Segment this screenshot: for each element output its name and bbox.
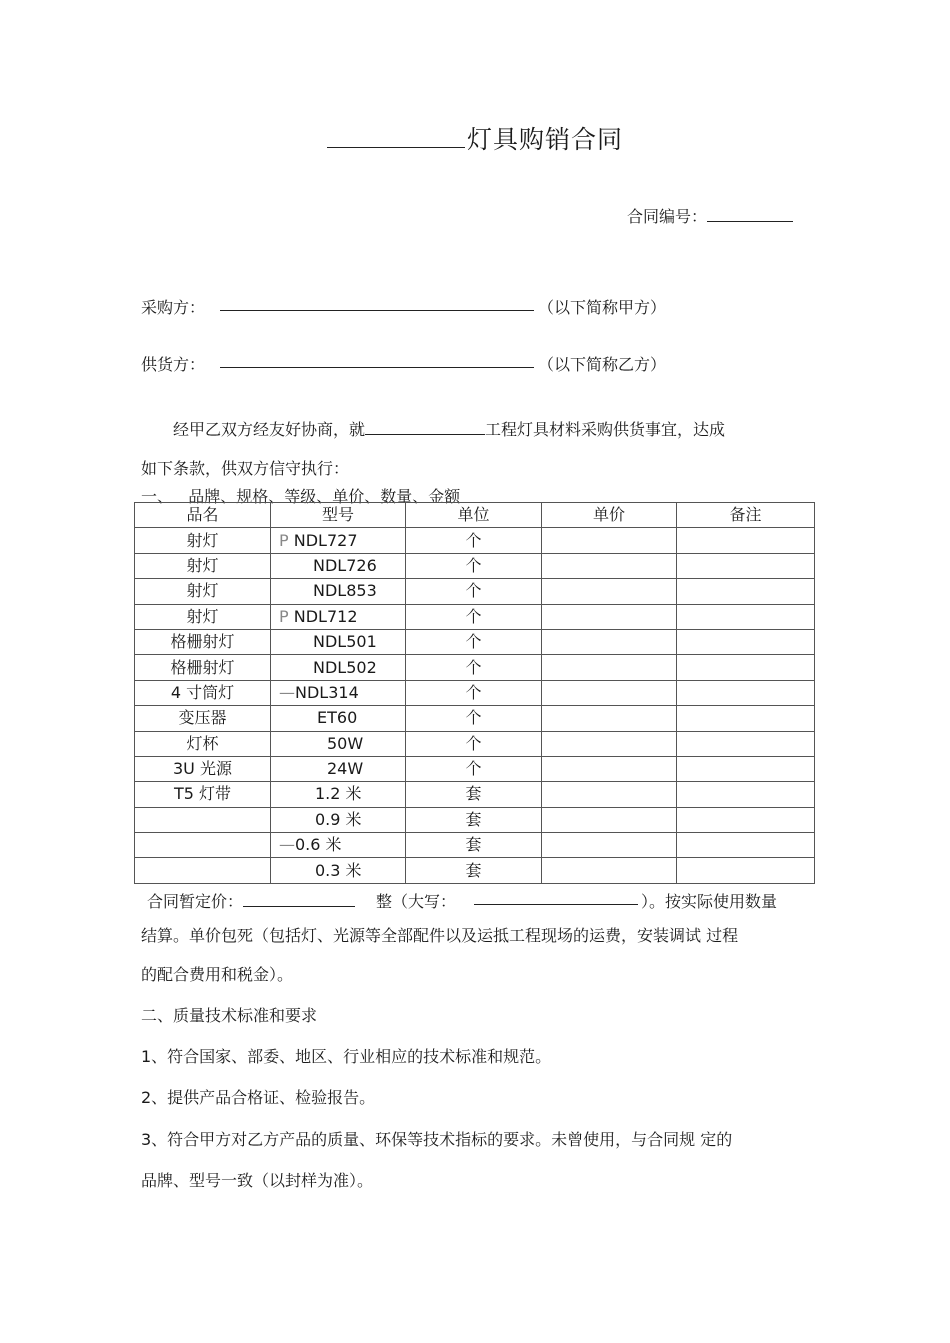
cell-model <box>271 807 406 832</box>
cell-name: 变压器 <box>135 706 271 731</box>
cell-model <box>271 782 406 807</box>
goods-table <box>134 502 815 884</box>
section2-heading: 二、质量技术标准和要求 <box>141 1006 318 1025</box>
cell-remark <box>677 706 815 731</box>
table-row <box>135 782 815 807</box>
cell-name: 射灯 <box>135 604 271 629</box>
cell-price <box>542 528 677 553</box>
table-header-row <box>135 503 815 528</box>
price-blank <box>243 892 355 907</box>
cell-unit: 个 <box>406 553 542 578</box>
cell-price <box>542 579 677 604</box>
model-text: NDL712 <box>293 606 358 626</box>
cell-name <box>135 833 271 858</box>
cell-remark <box>677 858 815 883</box>
cell-unit: 个 <box>406 579 542 604</box>
cell-price <box>542 604 677 629</box>
cell-model <box>271 858 406 883</box>
cell-remark <box>677 655 815 680</box>
cell-model <box>271 706 406 731</box>
table-row <box>135 756 815 781</box>
table-row <box>135 579 815 604</box>
price-line-2: 结算。单价包死（包括灯、光源等全部配件以及运抵工程现场的运费，安装调试 过程 <box>141 926 739 945</box>
cell-model <box>271 604 406 629</box>
cell-name <box>135 807 271 832</box>
section2-item3-line2: 品牌、型号一致（以封样为准）。 <box>141 1171 374 1190</box>
cell-remark <box>677 756 815 781</box>
cell-price <box>542 655 677 680</box>
cell-remark <box>677 528 815 553</box>
supplier-line <box>141 352 205 375</box>
supplier-suffix: （以下简称乙方） <box>538 355 667 374</box>
cell-name: 灯杯 <box>135 731 271 756</box>
cell-model <box>271 629 406 654</box>
document-title <box>0 120 950 156</box>
model-text: NDL502 <box>313 657 377 677</box>
cell-name: 射灯 <box>135 579 271 604</box>
model-text: NDL853 <box>313 581 377 601</box>
cell-model <box>271 553 406 578</box>
intro-line-1 <box>173 417 725 440</box>
model-text: NDL726 <box>313 555 377 575</box>
cell-remark <box>677 807 815 832</box>
cell-unit: 套 <box>406 858 542 883</box>
cell-price <box>542 833 677 858</box>
cell-unit: 个 <box>406 655 542 680</box>
buyer-blank <box>220 296 534 311</box>
table-row <box>135 528 815 553</box>
intro-part1: 经甲乙双方经友好协商，就 <box>173 420 366 439</box>
table-row <box>135 604 815 629</box>
cell-name <box>135 858 271 883</box>
price-line-3: 的配合费用和税金）。 <box>141 965 294 984</box>
cell-name: T5 灯带 <box>135 782 271 807</box>
cell-model <box>271 579 406 604</box>
model-text: NDL727 <box>293 530 358 550</box>
buyer-line <box>141 295 205 318</box>
model-prefix: — <box>279 835 295 855</box>
supplier-blank <box>220 353 534 368</box>
price-zheng: 整（大写： <box>376 892 457 911</box>
cell-unit: 个 <box>406 528 542 553</box>
cell-unit: 个 <box>406 680 542 705</box>
table-row <box>135 629 815 654</box>
cell-unit: 个 <box>406 756 542 781</box>
header-name: 品名 <box>135 503 271 528</box>
cell-name: 格栅射灯 <box>135 629 271 654</box>
cell-unit: 个 <box>406 629 542 654</box>
price-line-1b <box>376 889 456 912</box>
table-row <box>135 858 815 883</box>
section1-heading: 一、 品牌、规格、等级、单价、数量、金额 <box>141 487 461 506</box>
cell-model <box>271 756 406 781</box>
title-blank-line <box>327 125 465 148</box>
cell-name: 格栅射灯 <box>135 655 271 680</box>
section2-item1: 1、符合国家、部委、地区、行业相应的技术标准和规范。 <box>141 1047 552 1066</box>
cell-model <box>271 680 406 705</box>
buyer-suffix: （以下简称甲方） <box>538 298 667 317</box>
buyer-label: 采购方： <box>141 298 206 317</box>
cell-price <box>542 706 677 731</box>
intro-line-2: 如下条款，供双方信守执行： <box>141 459 350 478</box>
cell-unit: 套 <box>406 807 542 832</box>
cell-remark <box>677 629 815 654</box>
cell-unit: 个 <box>406 706 542 731</box>
model-text: 1.2 米 <box>315 784 362 804</box>
table-row <box>135 731 815 756</box>
cell-remark <box>677 553 815 578</box>
contract-number <box>627 204 793 227</box>
section2-item2: 2、提供产品合格证、检验报告。 <box>141 1088 376 1107</box>
cell-price <box>542 782 677 807</box>
table-row <box>135 680 815 705</box>
cell-price <box>542 858 677 883</box>
model-text: ET60 <box>317 708 358 728</box>
cell-price <box>542 629 677 654</box>
table-row <box>135 807 815 832</box>
cell-remark <box>677 833 815 858</box>
model-prefix: — <box>279 682 295 702</box>
cell-remark <box>677 680 815 705</box>
cell-unit: 个 <box>406 604 542 629</box>
cell-name: 射灯 <box>135 553 271 578</box>
cell-name: 3U 光源 <box>135 756 271 781</box>
title-text: 灯具购销合同 <box>466 125 623 154</box>
header-model: 型号 <box>271 503 406 528</box>
model-text: 0.6 米 <box>295 835 342 855</box>
cell-remark <box>677 604 815 629</box>
contract-number-label: 合同编号： <box>627 207 708 226</box>
cell-remark <box>677 731 815 756</box>
price-line-1 <box>147 889 355 912</box>
intro-part2: 工程灯具材料采购供货事宜，达成 <box>485 420 726 439</box>
table-row <box>135 833 815 858</box>
header-remark: 备注 <box>677 503 815 528</box>
cell-name: 射灯 <box>135 528 271 553</box>
table-row <box>135 655 815 680</box>
cell-unit: 个 <box>406 731 542 756</box>
model-text: 50W <box>327 733 364 753</box>
model-prefix: P <box>279 530 289 550</box>
cell-remark <box>677 579 815 604</box>
price-after: ）。按实际使用数量 <box>641 892 778 911</box>
cell-unit: 套 <box>406 782 542 807</box>
section2-item3-line1: 3、符合甲方对乙方产品的质量、环保等技术指标的要求。未曾使用，与合同规 定的 <box>141 1130 733 1149</box>
cell-model <box>271 655 406 680</box>
model-text: 0.9 米 <box>315 809 362 829</box>
cell-remark <box>677 782 815 807</box>
price-capital-blank <box>474 890 638 905</box>
cell-unit: 套 <box>406 833 542 858</box>
price-label: 合同暂定价： <box>147 892 244 911</box>
header-price: 单价 <box>542 503 677 528</box>
table-row <box>135 553 815 578</box>
contract-number-blank <box>707 207 793 222</box>
cell-price <box>542 553 677 578</box>
model-prefix: P <box>279 606 289 626</box>
supplier-label: 供货方： <box>141 355 206 374</box>
model-text: NDL501 <box>313 632 377 652</box>
cell-name: 4 寸筒灯 <box>135 680 271 705</box>
model-text: 24W <box>327 759 364 779</box>
cell-model <box>271 833 406 858</box>
table-row <box>135 706 815 731</box>
cell-model <box>271 731 406 756</box>
model-text: 0.3 米 <box>315 860 362 880</box>
model-text: NDL314 <box>295 682 359 702</box>
cell-price <box>542 756 677 781</box>
cell-price <box>542 807 677 832</box>
cell-price <box>542 731 677 756</box>
project-blank <box>365 420 485 435</box>
cell-model <box>271 528 406 553</box>
cell-price <box>542 680 677 705</box>
header-unit: 单位 <box>406 503 542 528</box>
